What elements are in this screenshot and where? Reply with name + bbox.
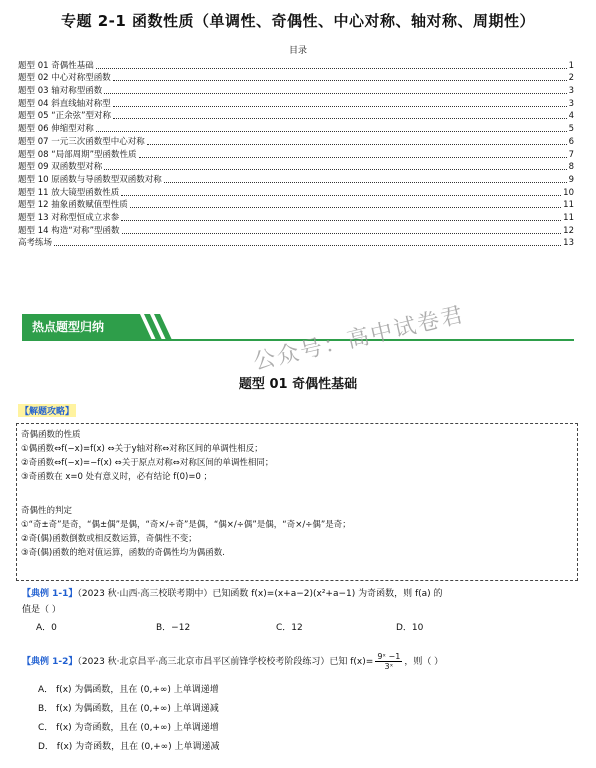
example-text-after: ，则（ ） xyxy=(404,657,444,667)
toc-entry[interactable]: 题型 07 一元三次函数型中心对称 6 xyxy=(18,136,574,147)
strategy-line: ③奇函数在 x=0 处有意义时，必有结论 f(0)=0 ； xyxy=(21,472,213,482)
toc-entry[interactable]: 题型 04 斜直线轴对称型 3 xyxy=(18,98,574,109)
toc-entry[interactable]: 题型 11 放大镜型函数性质 10 xyxy=(18,187,574,198)
example-1-1-cont: 值是（ ） xyxy=(22,605,61,615)
toc-heading: 目录 xyxy=(288,46,307,56)
choice-a[interactable]: A． f(x) 为偶函数，且在 (0,+∞) 上单调递增 xyxy=(38,685,219,695)
option-c[interactable]: C．12 xyxy=(276,623,303,633)
strategy-box xyxy=(16,423,578,581)
section-banner: 热点题型归纳 xyxy=(32,320,105,334)
choice-b[interactable]: B． f(x) 为偶函数，且在 (0,+∞) 上单调递减 xyxy=(38,704,219,714)
toc-entry[interactable]: 题型 06 伸缩型对称 5 xyxy=(18,124,574,135)
toc-entry[interactable]: 题型 08 “局部周期”型函数性质 7 xyxy=(18,149,574,160)
example-1-1-options xyxy=(36,620,516,633)
strategy-line: ②奇(偶)函数倒数或相反数运算，奇偶性不变； xyxy=(21,534,197,544)
toc-entry[interactable]: 题型 01 奇偶性基础 1 xyxy=(18,60,574,71)
option-b[interactable]: B．−12 xyxy=(156,623,191,633)
example-label: 【典例 1-2】 xyxy=(22,657,78,667)
strategy-line: ②奇函数⇔f(−x)=−f(x) ⇔关于原点对称⇔对称区间的单调性相同； xyxy=(21,458,274,468)
strategy-line: ③奇(偶)函数的绝对值运算，函数的奇偶性均为偶函数. xyxy=(21,548,225,558)
example-text: （2023 秋·山西·高三校联考期中）已知函数 f(x)=(x+a−2)(x²+a−1) 为奇函数，则 f(a) 的 xyxy=(77,589,443,599)
strategy-line: ①“奇±奇”是奇，“偶±偶”是偶，“奇×/÷奇”是偶，“偶×/÷偶”是偶，“奇×/÷偶”是奇； xyxy=(21,520,351,530)
toc-entry[interactable]: 题型 05 “正余弦”型对称 4 xyxy=(18,111,574,122)
toc-entry[interactable]: 题型 10 原函数与导函数型双函数对称 9 xyxy=(18,174,574,185)
document-title: 专题 2-1 函数性质（单调性、奇偶性、中心对称、轴对称、周期性） xyxy=(60,12,536,30)
toc-entry[interactable]: 题型 09 双函数型对称 8 xyxy=(18,162,574,173)
option-a[interactable]: A．0 xyxy=(36,623,57,633)
strategy-line: 奇偶函数的性质 xyxy=(21,430,81,440)
example-text: （2023 秋·北京昌平·高三北京市昌平区前锋学校校考阶段练习）已知 f(x)= xyxy=(77,657,374,667)
example-1-1 xyxy=(22,586,443,599)
watermark: 公众号：高中试卷君 xyxy=(251,302,468,376)
table-of-contents xyxy=(18,59,574,249)
strategy-line: ①偶函数⇔f(−x)=f(x) ⇔关于y轴对称⇔对称区间的单调性相反； xyxy=(21,444,263,454)
toc-entry[interactable]: 题型 14 构造“对称”型函数 12 xyxy=(18,225,574,236)
section-title: 题型 01 奇偶性基础 xyxy=(238,377,358,392)
toc-entry[interactable]: 题型 02 中心对称型函数 2 xyxy=(18,73,574,84)
choice-c[interactable]: C． f(x) 为奇函数，且在 (0,+∞) 上单调递增 xyxy=(38,723,219,733)
example-label: 【典例 1-1】 xyxy=(22,589,78,599)
strategy-line: 奇偶性的判定 xyxy=(21,506,73,516)
option-d[interactable]: D．10 xyxy=(396,623,424,633)
toc-entry[interactable]: 题型 13 对称型恒成立求参 11 xyxy=(18,212,574,223)
strategy-tag: 【解题攻略】 xyxy=(18,404,76,417)
choice-d[interactable]: D． f(x) 为奇函数，且在 (0,+∞) 上单调递减 xyxy=(38,742,220,752)
fraction: $\frac{\text{9ˣ −1}}{\text{3ˣ}}$ xyxy=(377,652,401,671)
toc-entry[interactable]: 题型 03 轴对称型函数 3 xyxy=(18,86,574,97)
example-1-2 xyxy=(22,652,443,671)
toc-entry[interactable]: 题型 12 抽象函数赋值型性质 11 xyxy=(18,200,574,211)
toc-entry[interactable]: 高考练场 13 xyxy=(18,238,574,249)
